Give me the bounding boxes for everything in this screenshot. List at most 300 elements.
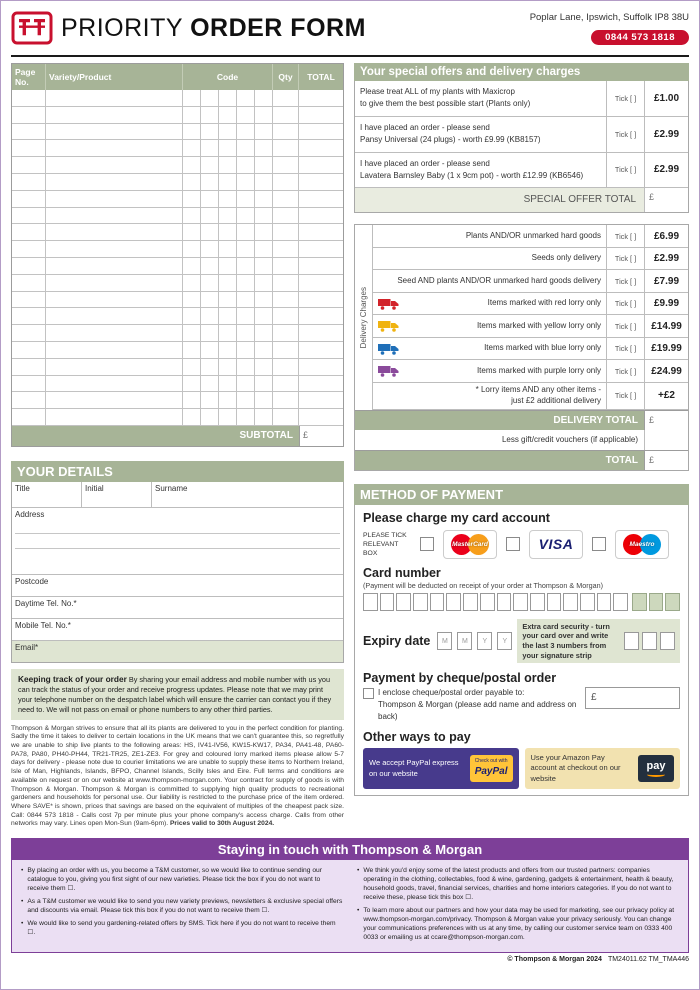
card-number-boxes <box>363 593 680 611</box>
visa-label: VISA <box>538 536 574 553</box>
code-box[interactable] <box>255 224 273 241</box>
variety-cell[interactable] <box>46 325 183 342</box>
code-box[interactable] <box>201 157 219 174</box>
code-box[interactable] <box>237 107 255 124</box>
card-digit-box[interactable] <box>363 593 378 611</box>
qty-cell[interactable] <box>273 191 299 208</box>
total-cell[interactable] <box>299 342 343 359</box>
code-box[interactable] <box>183 224 201 241</box>
page-no-cell[interactable] <box>12 174 46 191</box>
variety-cell[interactable] <box>46 241 183 258</box>
qty-cell[interactable] <box>273 409 299 426</box>
delivery-tick-box[interactable]: Tick [ ] <box>606 270 644 292</box>
vouchers-amount-box[interactable] <box>644 430 688 450</box>
qty-cell[interactable] <box>273 224 299 241</box>
code-box[interactable] <box>237 90 255 107</box>
qty-cell[interactable] <box>273 308 299 325</box>
security-digit-box[interactable] <box>642 632 657 650</box>
code-box[interactable] <box>219 124 237 141</box>
keeping-track-heading: Keeping track of your order <box>18 673 127 684</box>
qty-cell[interactable] <box>273 140 299 157</box>
total-cell[interactable] <box>299 124 343 141</box>
code-box[interactable] <box>183 325 201 342</box>
variety-cell[interactable] <box>46 174 183 191</box>
code-box[interactable] <box>237 359 255 376</box>
code-box[interactable] <box>183 140 201 157</box>
page-no-cell[interactable] <box>12 308 46 325</box>
offer-tick-box[interactable]: Tick [ ] <box>606 117 644 152</box>
code-box[interactable] <box>183 124 201 141</box>
qty-cell[interactable] <box>273 90 299 107</box>
code-box[interactable] <box>183 258 201 275</box>
code-box[interactable] <box>219 292 237 309</box>
amazon-pay-text: Use your Amazon Pay account at checkout on our website <box>530 753 621 783</box>
code-box[interactable] <box>255 107 273 124</box>
delivery-tick-box[interactable]: Tick [ ] <box>606 293 644 315</box>
security-digit-box[interactable] <box>660 632 675 650</box>
code-box[interactable] <box>183 342 201 359</box>
variety-cell[interactable] <box>46 224 183 241</box>
variety-cell[interactable] <box>46 208 183 225</box>
delivery-price: £24.99 <box>644 360 688 382</box>
order-row <box>12 224 343 241</box>
delivery-charges-vertical-label: Delivery Charges <box>355 225 373 410</box>
variety-cell[interactable] <box>46 124 183 141</box>
company-address: Poplar Lane, Ipswich, Suffolk IP8 38U <box>529 12 689 23</box>
code-box[interactable] <box>255 275 273 292</box>
qty-cell[interactable] <box>273 275 299 292</box>
subtotal-amount-box[interactable]: £ <box>299 426 343 446</box>
address-label: Address <box>15 509 45 519</box>
card-digit-box[interactable] <box>597 593 612 611</box>
delivery-tick-box[interactable]: Tick [ ] <box>606 360 644 382</box>
code-box[interactable] <box>183 376 201 393</box>
variety-cell[interactable] <box>46 292 183 309</box>
qty-cell[interactable] <box>273 107 299 124</box>
variety-cell[interactable] <box>46 376 183 393</box>
code-box[interactable] <box>237 140 255 157</box>
variety-cell[interactable] <box>46 258 183 275</box>
code-box[interactable] <box>255 258 273 275</box>
paypal-promo <box>363 748 519 788</box>
variety-cell[interactable] <box>46 157 183 174</box>
qty-cell[interactable] <box>273 208 299 225</box>
order-row <box>12 174 343 191</box>
qty-cell[interactable] <box>273 325 299 342</box>
code-box[interactable] <box>201 224 219 241</box>
code-box[interactable] <box>183 191 201 208</box>
pref-bullet[interactable]: • We would like to send you gardening-related offers by SMS. Tick here if you do not want to receive them ☐. <box>21 919 343 937</box>
card-extra-digit-box[interactable] <box>665 593 680 611</box>
code-box[interactable] <box>255 124 273 141</box>
card-digit-box[interactable] <box>463 593 478 611</box>
special-offers-table <box>354 81 689 213</box>
card-digit-box[interactable] <box>530 593 545 611</box>
code-box[interactable] <box>201 208 219 225</box>
card-digit-box[interactable] <box>396 593 411 611</box>
expiry-box[interactable]: Y <box>497 632 512 650</box>
code-box[interactable] <box>219 107 237 124</box>
order-row <box>12 124 343 141</box>
qty-cell[interactable] <box>273 376 299 393</box>
code-box[interactable] <box>201 191 219 208</box>
code-box[interactable] <box>237 224 255 241</box>
expiry-box[interactable]: Y <box>477 632 492 650</box>
delivery-total-box[interactable]: £ <box>644 411 688 430</box>
code-box[interactable] <box>219 157 237 174</box>
card-digit-box[interactable] <box>380 593 395 611</box>
header-contact <box>530 9 689 45</box>
code-box[interactable] <box>237 191 255 208</box>
code-box[interactable] <box>255 140 273 157</box>
order-row <box>12 409 343 426</box>
variety-cell[interactable] <box>46 392 183 409</box>
code-box[interactable] <box>219 140 237 157</box>
card-extra-digit-box[interactable] <box>649 593 664 611</box>
code-box[interactable] <box>255 308 273 325</box>
amazon-smile-icon <box>647 772 665 777</box>
total-cell[interactable] <box>299 359 343 376</box>
mastercard-checkbox[interactable] <box>420 537 434 551</box>
pref-bullet[interactable]: • By placing an order with us, you become a T&M customer, so we would like to continue sending our catalogue to you, giving you first sight of our new varieties. Please tick the box if you do not want to receive them ☐. <box>21 866 343 893</box>
page-no-cell[interactable] <box>12 224 46 241</box>
offer-tick-box[interactable]: Tick [ ] <box>606 153 644 188</box>
code-box[interactable] <box>183 292 201 309</box>
total-cell[interactable] <box>299 90 343 107</box>
code-box[interactable] <box>255 157 273 174</box>
delivery-total-label: DELIVERY TOTAL <box>553 414 638 426</box>
order-table-body[interactable] <box>12 90 343 426</box>
delivery-tick-box[interactable]: Tick [ ] <box>606 225 644 247</box>
code-box[interactable] <box>219 191 237 208</box>
code-box[interactable] <box>201 107 219 124</box>
page-no-cell[interactable] <box>12 342 46 359</box>
total-cell[interactable] <box>299 409 343 426</box>
code-box[interactable] <box>201 241 219 258</box>
code-box[interactable] <box>237 124 255 141</box>
offer-row <box>355 81 688 117</box>
total-cell[interactable] <box>299 308 343 325</box>
maestro-checkbox[interactable] <box>592 537 606 551</box>
code-box[interactable] <box>255 392 273 409</box>
page-no-cell[interactable] <box>12 325 46 342</box>
code-box[interactable] <box>201 392 219 409</box>
qty-cell[interactable] <box>273 342 299 359</box>
code-box[interactable] <box>255 191 273 208</box>
page-no-cell[interactable] <box>12 107 46 124</box>
card-extra-digit-box[interactable] <box>632 593 647 611</box>
col-total: TOTAL <box>307 72 335 82</box>
contact-prefs-left <box>21 866 343 946</box>
delivery-tick-box[interactable]: Tick [ ] <box>606 315 644 337</box>
address-write-line[interactable] <box>15 534 340 549</box>
method-of-payment-section <box>354 484 689 796</box>
code-box[interactable] <box>255 208 273 225</box>
code-box[interactable] <box>183 308 201 325</box>
expiry-box[interactable]: M <box>457 632 472 650</box>
page-no-cell[interactable] <box>12 140 46 157</box>
contact-prefs-right <box>357 866 679 946</box>
delivery-option-label: Seed AND plants AND/OR unmarked hard goods delivery <box>397 275 601 285</box>
code-box[interactable] <box>201 342 219 359</box>
delivery-option-label: Items marked with purple lorry only <box>476 365 601 375</box>
code-box[interactable] <box>255 359 273 376</box>
code-box[interactable] <box>201 90 219 107</box>
keeping-track-note <box>11 669 344 720</box>
card-digit-box[interactable] <box>580 593 595 611</box>
code-box[interactable] <box>201 258 219 275</box>
special-offer-total-box[interactable]: £ <box>644 188 688 212</box>
title-light: PRIORITY <box>61 14 183 42</box>
code-box[interactable] <box>237 157 255 174</box>
paypal-button-top: Check out with <box>474 758 508 765</box>
code-box[interactable] <box>219 392 237 409</box>
page-no-cell[interactable] <box>12 124 46 141</box>
card-digit-box[interactable] <box>613 593 628 611</box>
page-no-cell[interactable] <box>12 292 46 309</box>
total-cell[interactable] <box>299 157 343 174</box>
offer-price: £2.99 <box>644 117 688 152</box>
code-box[interactable] <box>237 342 255 359</box>
qty-cell[interactable] <box>273 241 299 258</box>
offer-line1: I have placed an order - please send <box>360 158 490 168</box>
page-no-cell[interactable] <box>12 258 46 275</box>
code-box[interactable] <box>237 174 255 191</box>
vouchers-label: Less gift/credit vouchers (if applicable) <box>501 434 638 444</box>
code-box[interactable] <box>201 124 219 141</box>
delivery-price: £9.99 <box>644 293 688 315</box>
qty-cell[interactable] <box>273 359 299 376</box>
code-box[interactable] <box>237 241 255 258</box>
cheque-checkbox[interactable] <box>363 688 374 699</box>
card-digit-box[interactable] <box>430 593 445 611</box>
code-box[interactable] <box>255 90 273 107</box>
code-box[interactable] <box>183 409 201 426</box>
delivery-option-label: * Lorry items AND any other items - <box>475 385 601 395</box>
code-box[interactable] <box>237 258 255 275</box>
code-box[interactable] <box>183 208 201 225</box>
total-cell[interactable] <box>299 292 343 309</box>
variety-cell[interactable] <box>46 107 183 124</box>
pref-bullet: • To learn more about our partners and how your data may be used for marketing, see our privacy policy at www.thompson-morgan.com/privacy. Thompson & Morgan value your privacy seriously. You can change your communications preferences with us at any time, by calling our customer service team on 0333 400 0033 or emailing us at ccare@thompson-morgan.com. <box>357 906 679 942</box>
delivery-tick-box[interactable]: Tick [ ] <box>606 383 644 409</box>
expiry-box[interactable]: M <box>437 632 452 650</box>
code-box[interactable] <box>201 409 219 426</box>
code-box[interactable] <box>237 208 255 225</box>
total-cell[interactable] <box>299 174 343 191</box>
code-box[interactable] <box>255 325 273 342</box>
code-box[interactable] <box>201 292 219 309</box>
terms-small-print <box>11 725 344 829</box>
mobile-tel-field[interactable]: Mobile Tel. No.* <box>15 620 71 630</box>
code-box[interactable] <box>237 376 255 393</box>
code-box[interactable] <box>237 308 255 325</box>
qty-cell[interactable] <box>273 258 299 275</box>
code-box[interactable] <box>237 292 255 309</box>
expiry-row <box>363 619 680 664</box>
code-box[interactable] <box>183 107 201 124</box>
code-box[interactable] <box>255 409 273 426</box>
variety-cell[interactable] <box>46 308 183 325</box>
card-digit-box[interactable] <box>446 593 461 611</box>
card-digit-box[interactable] <box>513 593 528 611</box>
code-box[interactable] <box>183 174 201 191</box>
code-box[interactable] <box>201 275 219 292</box>
qty-cell[interactable] <box>273 292 299 309</box>
page-no-cell[interactable] <box>12 409 46 426</box>
daytime-tel-field[interactable]: Daytime Tel. No.* <box>15 598 77 608</box>
charge-card-heading: Please charge my card account <box>363 510 550 525</box>
grand-total-box[interactable]: £ <box>644 451 688 470</box>
delivery-price: £6.99 <box>644 225 688 247</box>
qty-cell[interactable] <box>273 157 299 174</box>
page-no-cell[interactable] <box>12 90 46 107</box>
code-box[interactable] <box>255 292 273 309</box>
code-box[interactable] <box>219 308 237 325</box>
code-box[interactable] <box>219 241 237 258</box>
code-box[interactable] <box>237 325 255 342</box>
offer-line2: Pansy Universal (24 plugs) - worth £9.99 (KB8157) <box>360 135 541 145</box>
page-no-cell[interactable] <box>12 157 46 174</box>
code-box[interactable] <box>219 174 237 191</box>
address-write-line[interactable] <box>15 549 340 564</box>
email-field[interactable]: Email* <box>15 642 39 652</box>
code-box[interactable] <box>237 409 255 426</box>
surname-field[interactable]: Surname <box>155 483 188 493</box>
code-box[interactable] <box>183 241 201 258</box>
delivery-row <box>373 360 688 383</box>
code-box[interactable] <box>183 275 201 292</box>
code-box[interactable] <box>201 359 219 376</box>
total-cell[interactable] <box>299 376 343 393</box>
amazon-pay-logo: pay <box>646 759 666 772</box>
code-box[interactable] <box>201 308 219 325</box>
order-row <box>12 342 343 359</box>
code-box[interactable] <box>219 275 237 292</box>
code-box[interactable] <box>255 376 273 393</box>
code-box[interactable] <box>255 174 273 191</box>
page-no-cell[interactable] <box>12 191 46 208</box>
code-box[interactable] <box>201 325 219 342</box>
page-no-cell[interactable] <box>12 359 46 376</box>
card-digit-box[interactable] <box>497 593 512 611</box>
variety-cell[interactable] <box>46 275 183 292</box>
initial-field[interactable]: Initial <box>82 482 152 507</box>
total-cell[interactable] <box>299 325 343 342</box>
code-box[interactable] <box>183 157 201 174</box>
total-cell[interactable] <box>299 140 343 157</box>
total-cell[interactable] <box>299 275 343 292</box>
code-box[interactable] <box>219 224 237 241</box>
order-row <box>12 241 343 258</box>
qty-cell[interactable] <box>273 124 299 141</box>
total-cell[interactable] <box>299 241 343 258</box>
code-box[interactable] <box>201 376 219 393</box>
tick-relevant-box-note: PLEASE TICK RELEVANT BOX <box>363 531 407 557</box>
code-box[interactable] <box>219 325 237 342</box>
delivery-row <box>373 338 688 361</box>
details-form <box>11 482 344 663</box>
page-no-cell[interactable] <box>12 376 46 393</box>
page-no-cell[interactable] <box>12 275 46 292</box>
total-cell[interactable] <box>299 208 343 225</box>
code-box[interactable] <box>219 342 237 359</box>
code-box[interactable] <box>183 90 201 107</box>
delivery-price: +£2 <box>644 383 688 409</box>
variety-cell[interactable] <box>46 140 183 157</box>
total-cell[interactable] <box>299 392 343 409</box>
code-box[interactable] <box>201 174 219 191</box>
cheque-amount-box[interactable]: £ <box>585 687 680 709</box>
card-digit-box[interactable] <box>563 593 578 611</box>
code-box[interactable] <box>219 359 237 376</box>
title-field[interactable]: Title <box>12 482 82 507</box>
paypal-button[interactable] <box>470 755 513 781</box>
code-box[interactable] <box>255 241 273 258</box>
delivery-tick-box[interactable]: Tick [ ] <box>606 248 644 270</box>
order-row <box>12 258 343 275</box>
variety-cell[interactable] <box>46 342 183 359</box>
keeping-track-body: By sharing your email address and mobile number with us you can track the status of your order and receive progress updates. Please note that we may print your telephone number on the despatch label which will ensure the carrier can contact you if they need to. We will not pass on email or phone numbers to any other third parties. <box>18 674 332 714</box>
page-no-cell[interactable] <box>12 241 46 258</box>
staying-in-touch-section <box>11 838 689 953</box>
variety-cell[interactable] <box>46 191 183 208</box>
delivery-tick-box[interactable]: Tick [ ] <box>606 338 644 360</box>
code-box[interactable] <box>219 258 237 275</box>
postcode-field[interactable]: Postcode <box>15 576 49 586</box>
code-box[interactable] <box>201 140 219 157</box>
variety-cell[interactable] <box>46 359 183 376</box>
pref-bullet[interactable]: • As a T&M customer we would like to send you new variety previews, newsletters & exclusive special offers and discounts via email. Please tick this box if you do not want to receive them ☐. <box>21 897 343 915</box>
page-no-cell[interactable] <box>12 392 46 409</box>
order-table-header <box>12 64 343 90</box>
security-digit-box[interactable] <box>624 632 639 650</box>
code-box[interactable] <box>183 392 201 409</box>
qty-cell[interactable] <box>273 174 299 191</box>
address-field[interactable] <box>12 508 343 574</box>
variety-cell[interactable] <box>46 90 183 107</box>
total-cell[interactable] <box>299 224 343 241</box>
offer-description <box>355 117 606 152</box>
offer-tick-box[interactable]: Tick [ ] <box>606 81 644 116</box>
visa-checkbox[interactable] <box>506 537 520 551</box>
card-digit-box[interactable] <box>413 593 428 611</box>
code-box[interactable] <box>219 409 237 426</box>
qty-cell[interactable] <box>273 392 299 409</box>
code-box[interactable] <box>219 208 237 225</box>
code-box[interactable] <box>237 275 255 292</box>
pref-bullet[interactable]: • We think you'd enjoy some of the latest products and offers from our trusted partners: companies operating in the clothing, collectables, food & wine, gardening, gadgets & entertainment, health & beauty, household goods, travel, financial services, charities and home interiors categories. If you do not want to receive these, please tick this box ☐. <box>357 866 679 902</box>
total-cell[interactable] <box>299 258 343 275</box>
code-box[interactable] <box>255 342 273 359</box>
variety-cell[interactable] <box>46 409 183 426</box>
total-cell[interactable] <box>299 191 343 208</box>
special-offers-heading: Your special offers and delivery charges <box>354 63 689 81</box>
amazon-pay-button[interactable] <box>638 755 674 782</box>
code-box[interactable] <box>237 392 255 409</box>
card-digit-box[interactable] <box>547 593 562 611</box>
total-cell[interactable] <box>299 107 343 124</box>
code-box[interactable] <box>219 90 237 107</box>
code-box[interactable] <box>219 376 237 393</box>
code-box[interactable] <box>183 359 201 376</box>
card-digit-box[interactable] <box>480 593 495 611</box>
delivery-option-label: Items marked with blue lorry only <box>484 343 601 353</box>
page-footer <box>11 956 689 963</box>
page-no-cell[interactable] <box>12 208 46 225</box>
offer-row <box>355 117 688 153</box>
address-write-line[interactable] <box>15 519 340 534</box>
